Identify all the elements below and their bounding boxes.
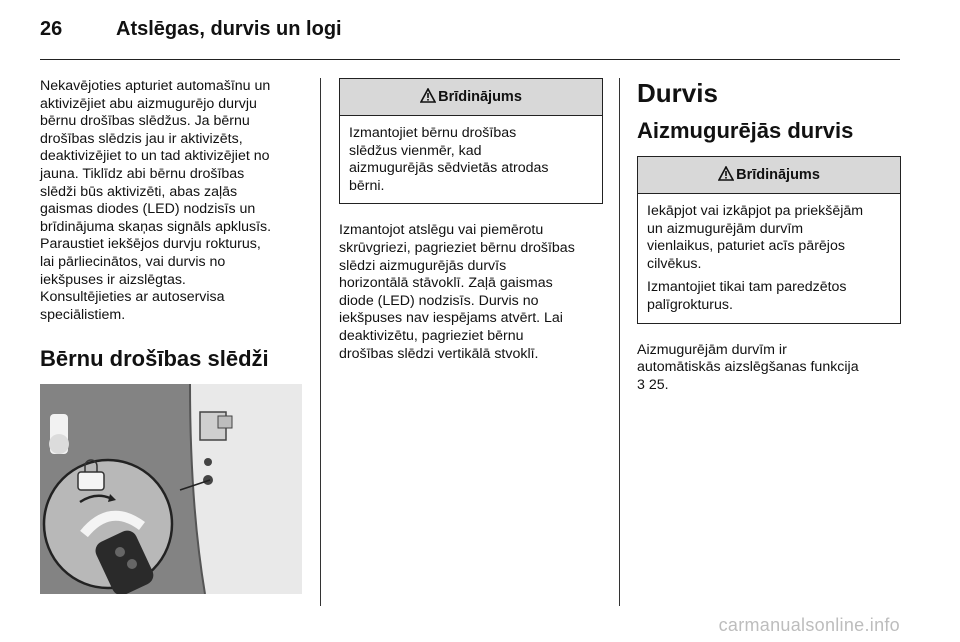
warning-paragraph-2: Izmantojiet tikai tam paredzētos palīgrokturus.	[647, 279, 847, 313]
warning-header	[638, 157, 900, 194]
warning-body	[340, 116, 602, 203]
section-heading-child-locks: Bērnu drošības slēdži	[40, 346, 269, 372]
warning-text: Izmantojiet bērnu drošības slēdžus vienmēr, kad aizmugurējās sēdvietās atrodas bērni.	[349, 125, 549, 194]
column-divider-2	[619, 78, 620, 606]
header-rule	[40, 59, 900, 60]
page-header	[40, 18, 900, 48]
intro-paragraph: Nekavējoties apturiet automašīnu un aktivizējiet abu aizmugurējo durvju bērnu drošības slēdžus. Ja bērnu drošības slēdzis jau ir aktivizēts, deaktivizējiet to un tad aktivizējiet no jauna. Tiklīdz abi bērnu drošības slēdži būs aktivizēti, abas zaļās gaismas diodes (LED) nodzisīs un brīdinājuma skaņas signāls apklusīs. Paraustiet iekšējos durvju rokturus, lai pārliecinātos, vai durvis no iekšpuses ir aizslēgtas. Konsultējieties ar autoservisa speciālistiem.	[40, 78, 272, 323]
warning-triangle-icon	[718, 166, 734, 185]
column-3	[637, 78, 901, 394]
sub-heading-rear-doors: Aizmugurējās durvis	[637, 118, 854, 143]
page-number: 26	[40, 18, 63, 40]
rear-doors-note: Aizmugurējām durvīm ir automātiskās aizslēgšanas funkcija 3 25.	[637, 341, 859, 393]
column-divider-1	[320, 78, 321, 606]
warning-paragraph-1: Iekāpjot vai izkāpjot pa priekšējām un aizmugurējām durvīm vienlaikus, paturiet acīs pārējos cilvēkus.	[647, 203, 864, 272]
warning-title: Brīdinājums	[736, 167, 820, 183]
running-title: Atslēgas, durvis un logi	[116, 18, 342, 40]
warning-title: Brīdinājums	[438, 89, 522, 105]
warning-box-child-locks	[339, 78, 603, 204]
column-1	[40, 78, 304, 594]
column-2	[339, 78, 603, 363]
warning-body	[638, 194, 900, 323]
warning-box-rear-doors	[637, 156, 901, 324]
child-lock-illustration	[40, 384, 302, 594]
warning-header	[340, 79, 602, 116]
warning-triangle-icon	[420, 88, 436, 107]
watermark: carmanualsonline.info	[718, 615, 900, 635]
child-lock-instructions: Izmantojot atslēgu vai piemērotu skrūvgriezi, pagrieziet bērnu drošības slēdzi aizmugurējās durvīs horizontālā stāvoklī. Zaļā gaismas diode (LED) nodzisīs. Durvis no iekšpuses nav iespējams atvērt. Lai deaktivizētu, pagrieziet bērnu drošības slēdzi vertikālā stvoklī.	[339, 222, 575, 362]
chapter-heading-doors: Durvis	[637, 78, 718, 108]
